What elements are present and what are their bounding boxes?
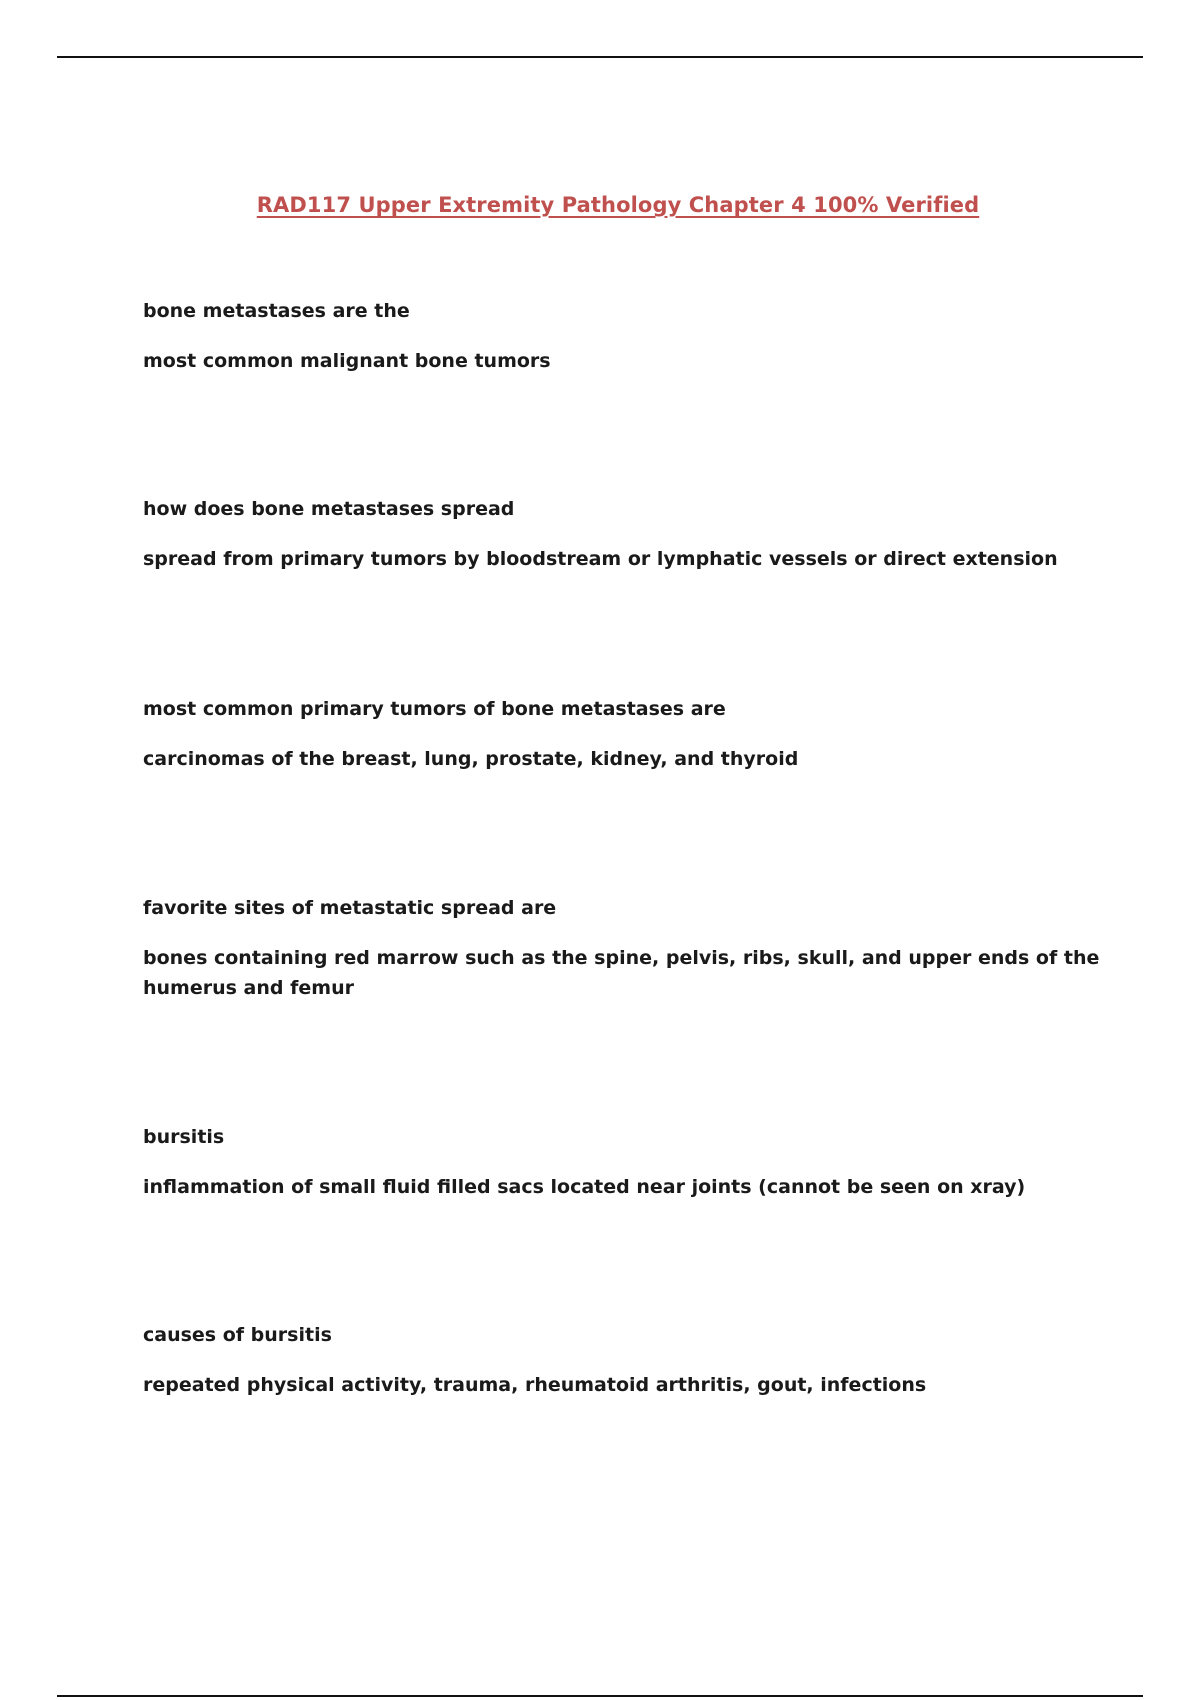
qa-entry (143, 494, 1103, 574)
answer-text: carcinomas of the breast, lung, prostate, kidney, and thyroid (143, 748, 799, 770)
question-text: bone metastases are the (143, 300, 410, 322)
qa-entry (143, 1122, 1103, 1202)
question-text: how does bone metastases spread (143, 498, 515, 520)
question-text: bursitis (143, 1126, 225, 1148)
qa-entry (143, 694, 1103, 774)
qa-entry (143, 893, 1103, 1003)
header-divider (57, 56, 1143, 58)
footer-divider (57, 1695, 1143, 1697)
answer-text: spread from primary tumors by bloodstream or lymphatic vessels or direct extension (143, 548, 1058, 570)
answer-text: most common malignant bone tumors (143, 350, 551, 372)
answer-text: inflammation of small fluid filled sacs located near joints (cannot be seen on xray) (143, 1176, 1026, 1198)
qa-entry (143, 1320, 1103, 1400)
question-text: most common primary tumors of bone metastases are (143, 698, 726, 720)
question-text: favorite sites of metastatic spread are (143, 897, 557, 919)
answer-text: bones containing red marrow such as the spine, pelvis, ribs, skull, and upper ends of the humerus and femur (143, 947, 1100, 999)
answer-text: repeated physical activity, trauma, rheumatoid arthritis, gout, infections (143, 1374, 927, 1396)
qa-entry (143, 296, 1103, 376)
document-title: RAD117 Upper Extremity Pathology Chapter 4 100% Verified (256, 193, 980, 217)
question-text: causes of bursitis (143, 1324, 332, 1346)
